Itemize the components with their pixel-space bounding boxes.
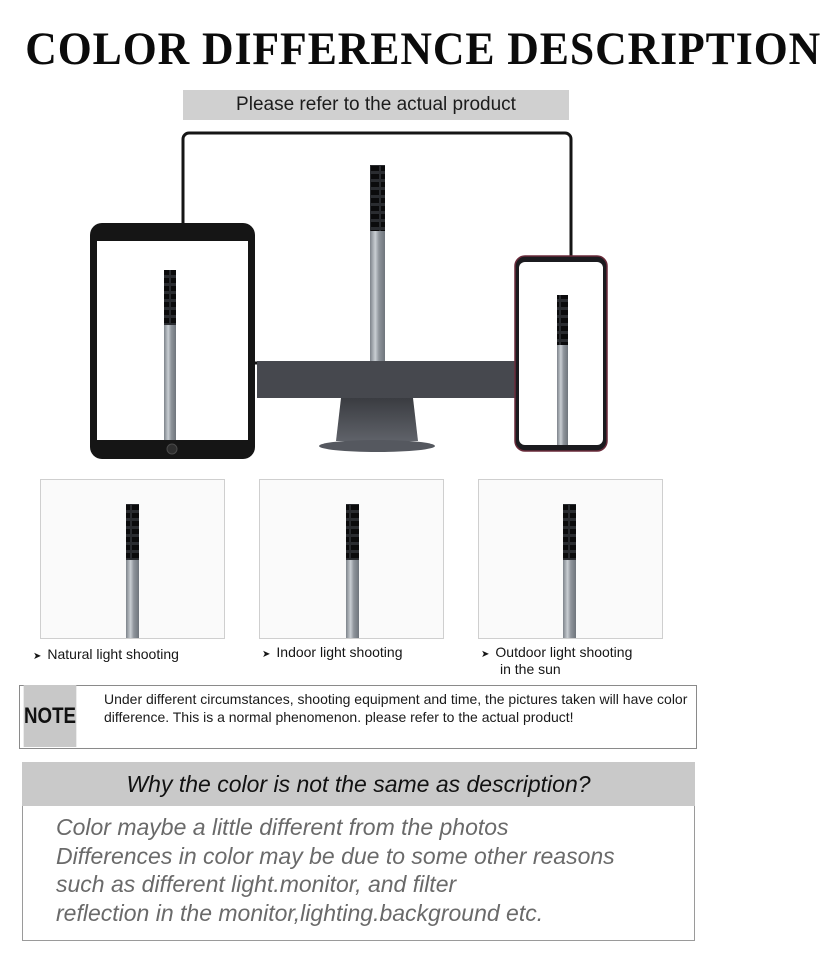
shot-natural-light bbox=[40, 479, 225, 639]
tablet-device bbox=[90, 223, 255, 459]
shot-outdoor-pole bbox=[479, 480, 662, 638]
phone-device bbox=[515, 256, 607, 451]
shot-indoor-pole bbox=[260, 480, 443, 638]
why-line: reflection in the monitor,lighting.background etc. bbox=[56, 899, 544, 926]
tablet-pole bbox=[164, 270, 176, 440]
arrow-right-icon: ➤ bbox=[262, 649, 271, 660]
devices-illustration bbox=[0, 125, 720, 465]
note-text: Under different circumstances, shooting equipment and time, the pictures taken will have color difference. This is a normal phenomenon. please refer to the actual product! bbox=[104, 691, 688, 725]
shot-outdoor-light bbox=[478, 479, 663, 639]
arrow-right-icon: ➤ bbox=[33, 651, 42, 662]
why-line: Color maybe a little different from the photos bbox=[56, 814, 509, 840]
page-title: COLOR DIFFERENCE DESCRIPTION bbox=[25, 23, 821, 75]
note-label: NOTE bbox=[24, 685, 77, 747]
arrow-right-icon: ➤ bbox=[481, 649, 490, 660]
subtitle-text: Please refer to the actual product bbox=[236, 94, 516, 115]
why-heading bbox=[22, 762, 695, 806]
shot-natural-pole bbox=[41, 480, 224, 638]
caption-natural: ➤ Natural light shooting bbox=[33, 646, 179, 662]
why-line: such as different light.monitor, and filter bbox=[56, 871, 457, 897]
why-heading-text: Why the color is not the same as description? bbox=[126, 770, 591, 797]
phone-pole bbox=[557, 295, 568, 445]
why-line: Differences in color may be due to some other reasons bbox=[56, 842, 615, 869]
caption-indoor: ➤ Indoor light shooting bbox=[262, 644, 403, 660]
shot-indoor-light bbox=[259, 479, 444, 639]
subtitle-bar bbox=[183, 90, 569, 120]
monitor-pole bbox=[370, 165, 385, 361]
caption-outdoor: ➤ Outdoor light shooting in the sun bbox=[481, 644, 633, 677]
why-explanation bbox=[56, 813, 686, 927]
